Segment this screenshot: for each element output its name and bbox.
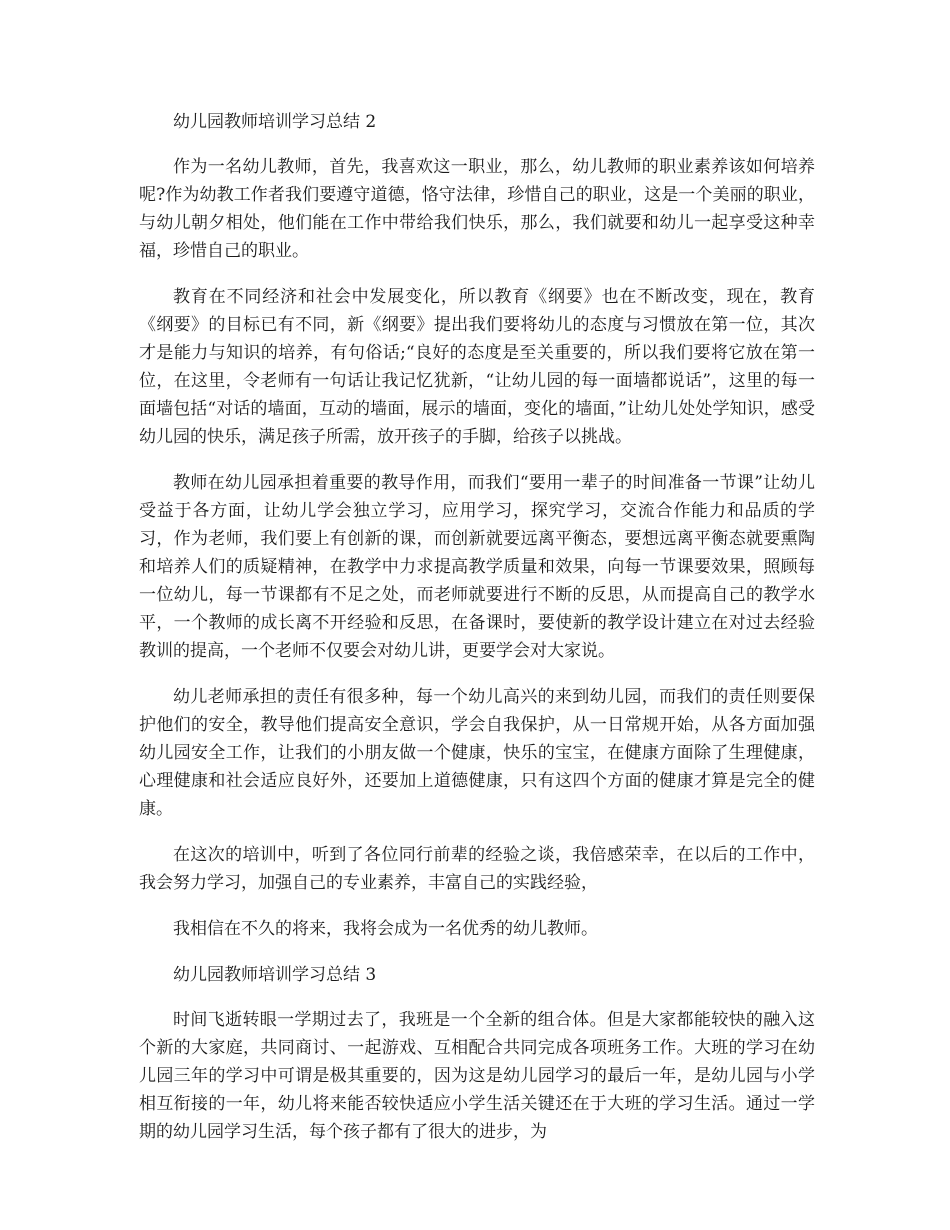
paragraph: 教师在幼儿园承担着重要的教导作用，而我们“要用一辈子的时间准备一节课”让幼儿受益于各方面，让幼儿学会独立学习，应用学习，探究学习，交流合作能力和品质的学习，作为老师，我们要上有创新的课，而创新就要远离平衡态，要想远离平衡态就要熏陶和培养人们的质疑精神，在教学中力求提高教学质量和效果，向每一节课要效果，照顾每一位幼儿，每一节课都有不足之处，而老师就要进行不断的反思，从而提高自己的教学水平，一个教师的成长离不开经验和反思，在备课时，要使新的教学设计建立在对过去经验教训的提高，一个老师不仅要会对幼儿讲，更要学会对大家说。 [139,473,815,661]
paragraph: 在这次的培训中，听到了各位同行前辈的经验之谈，我倍感荣幸，在以后的工作中，我会努力学习，加强自己的专业素养，丰富自己的实践经验， [139,845,815,893]
paragraph: 时间飞逝转眼一学期过去了，我班是一个全新的组合体。但是大家都能较快的融入这个新的大家庭，共同商讨、一起游戏、互相配合共同完成各项班务工作。大班的学习在幼儿园三年的学习中可谓是极其重要的，因为这是幼儿园学习的最后一年，是幼儿园与小学相互衔接的一年，幼儿将来能否较快适应小学生活关键还在于大班的学习生活。通过一学期的幼儿园学习生活，每个孩子都有了很大的进步，为 [139,1010,815,1142]
paragraph: 幼儿老师承担的责任有很多种，每一个幼儿高兴的来到幼儿园，而我们的责任则要保护他们的安全，教导他们提高安全意识，学会自我保护，从一日常规开始，从各方面加强幼儿园安全工作，让我们的小朋友做一个健康，快乐的宝宝，在健康方面除了生理健康，心理健康和社会适应良好外，还要加上道德健康，只有这四个方面的健康才算是完全的健康。 [139,687,815,819]
section-heading: 幼儿园教师培训学习总结 3 [173,965,377,985]
section-heading: 幼儿园教师培训学习总结 2 [173,112,377,132]
paragraph: 作为一名幼儿教师，首先，我喜欢这一职业，那么，幼儿教师的职业素养该如何培养呢?作为幼教工作者我们要遵守道德，恪守法律，珍惜自己的职业，这是一个美丽的职业，与幼儿朝夕相处，他们能在工作中带给我们快乐，那么，我们就要和幼儿一起享受这种幸福，珍惜自己的职业。 [139,157,815,261]
document-body [139,108,815,1164]
paragraph: 我相信在不久的将来，我将会成为一名优秀的幼儿教师。 [173,919,598,939]
paragraph: 教育在不同经济和社会中发展变化，所以教育《纲要》也在不断改变，现在，教育《纲要》的目标已有不同，新《纲要》提出我们要将幼儿的态度与习惯放在第一位，其次才是能力与知识的培养，有句俗话;“良好的态度是至关重要的，所以我们要将它放在第一位，在这里，令老师有一句话让我记忆犹新，“让幼儿园的每一面墙都说话”，这里的每一面墙包括“对话的墙面，互动的墙面，展示的墙面，变化的墙面，”让幼儿处处学知识，感受幼儿园的快乐，满足孩子所需，放开孩子的手脚，给孩子以挑战。 [139,287,815,447]
